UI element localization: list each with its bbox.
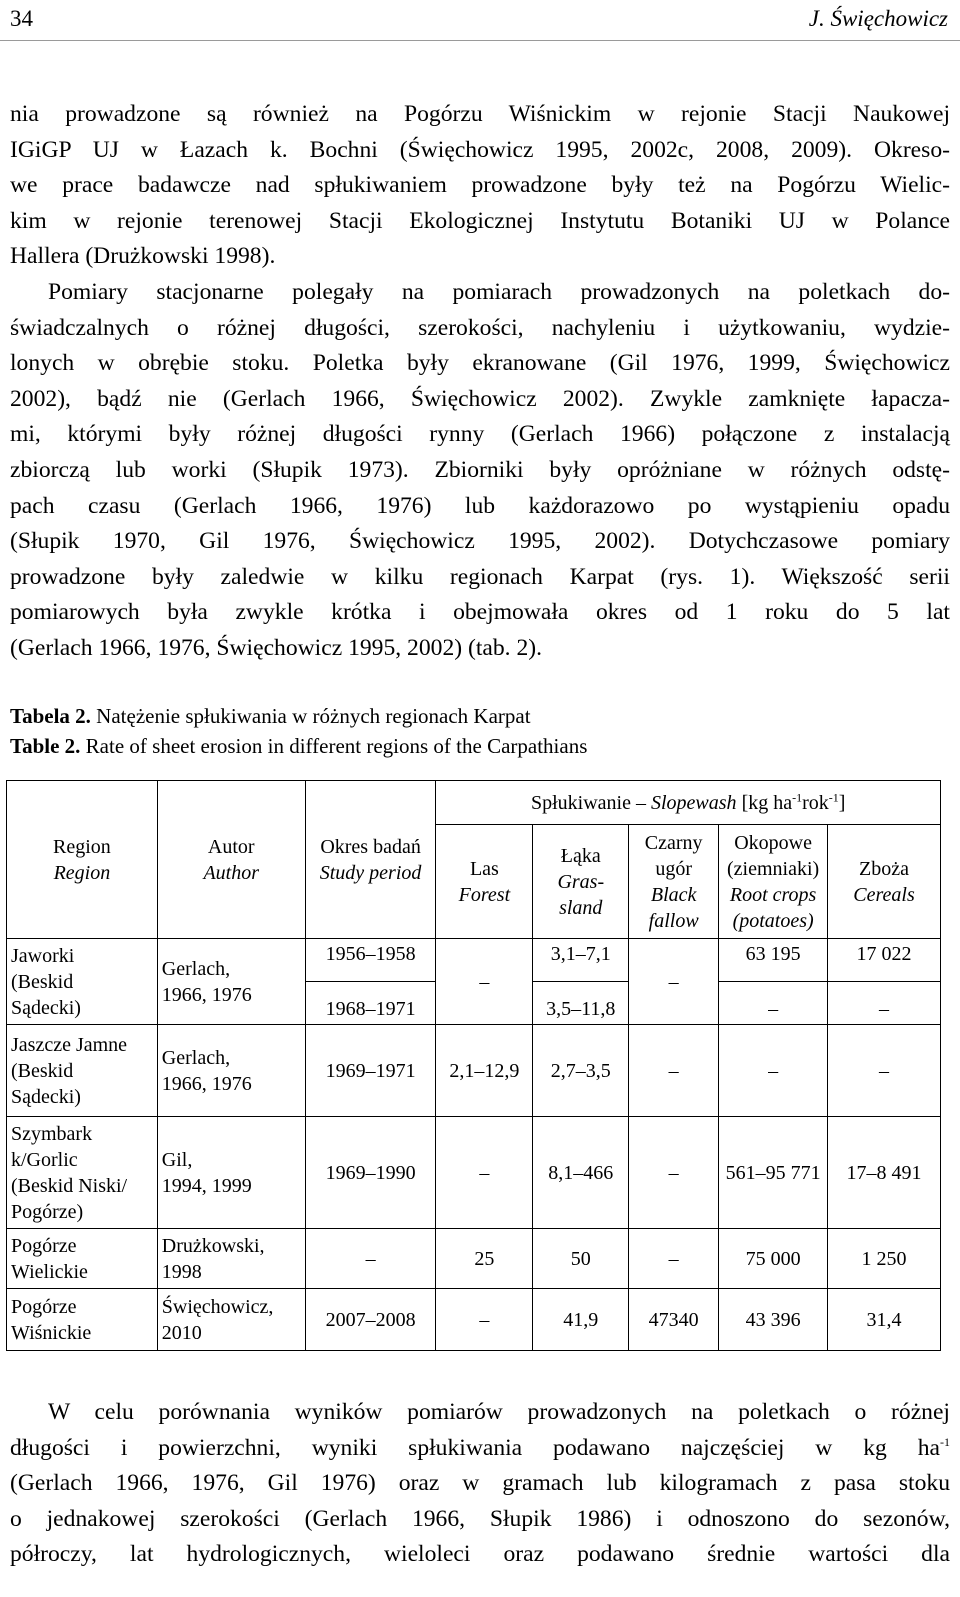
text-line: prowadzone były zaledwie w kilku regionach Karpat (rys. 1). Większość serii — [10, 563, 950, 590]
cell-root-crops: – — [719, 982, 828, 1025]
header-text: (ziemniaki) — [727, 857, 820, 880]
cell-line: Gil, — [161, 1148, 193, 1171]
cell-period: 1968–1971 — [305, 982, 436, 1025]
running-header — [0, 0, 960, 41]
cell-line: Sądecki) — [11, 1085, 81, 1108]
table-row — [7, 1117, 941, 1229]
cell-region — [7, 1229, 158, 1289]
cell-fallow: – — [629, 1117, 719, 1229]
cell-root-crops: 43 396 — [719, 1289, 828, 1351]
caption-label-pl: Tabela 2. — [10, 704, 91, 728]
cell-line: Święchowicz, — [161, 1295, 274, 1318]
cell-cereals: – — [828, 982, 941, 1025]
header-text: Czarny — [644, 831, 703, 854]
text-run: długości i powierzchni, wyniki spłukiwania podawano najczęściej w kg ha — [10, 1434, 940, 1461]
cell-root-crops: 75 000 — [719, 1229, 828, 1289]
cell-forest: 2,1–12,9 — [436, 1025, 533, 1117]
text-line: Pomiary stacjonarne polegały na pomiarach prowadzonych na poletkach do- — [48, 278, 950, 305]
text-line: półroczy, lat hydrologicznych, wieloleci oraz podawano średnie wartości dla — [10, 1541, 950, 1568]
header-text-en: Cereals — [853, 883, 915, 906]
cell-line: Pogórze — [11, 1234, 77, 1257]
column-header-fallow — [629, 825, 719, 939]
unit-superscript: -1 — [940, 1434, 950, 1449]
text-line: pomiarowych była zwykle krótka i obejmowała okres od 1 roku do 5 lat — [10, 599, 950, 626]
cell-period: – — [305, 1229, 436, 1289]
erosion-rate-table — [6, 780, 941, 1351]
cell-line: Wielickie — [11, 1260, 88, 1283]
cell-line: 1998 — [161, 1260, 202, 1283]
text-line: (Słupik 1970, Gil 1976, Święchowicz 1995, 2002). Dotychczasowe pomiary — [10, 528, 950, 555]
cell-fallow: – — [629, 939, 719, 1025]
unit-text: [kg ha — [736, 791, 793, 814]
paragraph-top — [10, 97, 950, 667]
cell-meadow: 3,1–7,1 — [533, 939, 629, 982]
cell-line: 1994, 1999 — [161, 1174, 252, 1197]
cell-line: Sądecki) — [11, 996, 81, 1019]
cell-line: 1966, 1976 — [161, 983, 252, 1006]
cell-region — [7, 1117, 158, 1229]
cell-forest: – — [436, 1289, 533, 1351]
column-header-forest — [436, 825, 533, 939]
cell-root-crops: – — [719, 1025, 828, 1117]
header-text-en: fallow — [648, 909, 699, 932]
caption-text-pl: Natężenie spłukiwania w różnych regionach Karpat — [90, 704, 531, 728]
text-line: zbiorczą lub worki (Słupik 1973). Zbiorniki były opróżniane w różnych odstę- — [10, 456, 950, 483]
column-header-root-crops — [719, 825, 828, 939]
cell-period: 1969–1971 — [305, 1025, 436, 1117]
cell-line: Pogórze) — [11, 1200, 84, 1223]
cell-line: 2010 — [161, 1321, 202, 1344]
cell-line: Jaszcze Jamne — [11, 1033, 128, 1056]
unit-superscript: -1 — [792, 789, 803, 804]
column-header-meadow — [533, 825, 629, 939]
column-header-author — [157, 781, 305, 939]
cell-line: k/Gorlic — [11, 1148, 78, 1171]
caption-text-en: Rate of sheet erosion in different regions of the Carpathians — [80, 734, 588, 758]
cell-meadow: 41,9 — [533, 1289, 629, 1351]
cell-cereals: – — [828, 1025, 941, 1117]
text-line — [10, 1431, 950, 1467]
cell-line: Jaworki — [11, 944, 75, 967]
cell-line: Gerlach, — [161, 957, 231, 980]
cell-forest: – — [436, 939, 533, 1025]
text-line: pach czasu (Gerlach 1966, 1976) lub każdorazowo po wystąpieniu opadu — [10, 492, 950, 519]
text-line: we prace badawcze nad spłukiwaniem prowadzone były też na Pogórzu Wielic- — [10, 172, 950, 199]
text-line: kim w rejonie terenowej Stacji Ekologicznej Instytutu Botaniki UJ w Polance — [10, 207, 950, 234]
header-text-en: Root crops — [729, 883, 817, 906]
header-text: Region — [53, 835, 111, 858]
unit-text: rok — [802, 791, 829, 814]
running-author: J. Święchowicz — [808, 6, 948, 31]
header-text: Zboża — [859, 857, 910, 880]
page-number: 34 — [10, 6, 33, 31]
header-text-en: Black — [650, 883, 697, 906]
table-row — [7, 1025, 941, 1117]
cell-line: Wiśnickie — [11, 1321, 92, 1344]
cell-meadow: 3,5–11,8 — [533, 982, 629, 1025]
cell-author — [157, 1289, 305, 1351]
cell-meadow: 50 — [533, 1229, 629, 1289]
text-line: W celu porównania wyników pomiarów prowadzonych na poletkach o różnej — [48, 1399, 950, 1425]
cell-fallow: 47340 — [629, 1289, 719, 1351]
unit-superscript: -1 — [828, 789, 839, 804]
text-line: (Gerlach 1966, 1976, Gil 1976) oraz w gramach lub kilogramach z pasa stoku — [10, 1470, 950, 1497]
cell-author — [157, 1229, 305, 1289]
cell-meadow: 2,7–3,5 — [533, 1025, 629, 1117]
cell-fallow: – — [629, 1025, 719, 1117]
header-text-en: sland — [559, 896, 603, 919]
header-dash: – — [631, 791, 651, 814]
text-line: 2002), bądź nie (Gerlach 1966, Święchowicz 2002). Zwykle zamknięte łapacza- — [10, 385, 950, 412]
header-text-en: (potatoes) — [732, 909, 814, 932]
cell-period: 2007–2008 — [305, 1289, 436, 1351]
table-row — [7, 1289, 941, 1351]
cell-author — [157, 1117, 305, 1229]
cell-cereals: 17 022 — [828, 939, 941, 982]
header-text-en: Gras- — [557, 870, 605, 893]
cell-region — [7, 1025, 158, 1117]
header-text: Okres badań — [320, 835, 421, 858]
unit-text: ] — [838, 791, 846, 814]
header-text-en: Region — [53, 861, 111, 884]
cell-cereals: 1 250 — [828, 1229, 941, 1289]
header-text: Autor — [207, 835, 255, 858]
header-text-en: Author — [203, 861, 260, 884]
cell-forest: 25 — [436, 1229, 533, 1289]
text-line: nia prowadzone są również na Pogórzu Wiśnickim w rejonie Stacji Naukowej — [10, 101, 950, 127]
header-text: Las — [469, 857, 499, 880]
cell-line: 1966, 1976 — [161, 1072, 252, 1095]
text-line: IGiGP UJ w Łazach k. Bochni (Święchowicz 1995, 2002c, 2008, 2009). Okreso- — [10, 136, 950, 163]
cell-line: Szymbark — [11, 1122, 93, 1145]
cell-line: (Beskid Niski/ — [11, 1174, 128, 1197]
cell-period: 1956–1958 — [305, 939, 436, 982]
cell-line: (Beskid — [11, 1059, 74, 1082]
header-text: Łąka — [560, 844, 601, 867]
cell-cereals: 31,4 — [828, 1289, 941, 1351]
cell-meadow: 8,1–466 — [533, 1117, 629, 1229]
cell-period: 1969–1990 — [305, 1117, 436, 1229]
table-caption-en — [10, 731, 587, 761]
column-header-period — [305, 781, 436, 939]
table-row — [7, 939, 941, 982]
cell-fallow: – — [629, 1229, 719, 1289]
header-text: Okopowe — [734, 831, 812, 854]
cell-line: Pogórze — [11, 1295, 77, 1318]
header-text: Spłukiwanie — [531, 791, 631, 814]
table-row — [7, 1229, 941, 1289]
cell-cereals: 17–8 491 — [828, 1117, 941, 1229]
column-header-region — [7, 781, 158, 939]
cell-root-crops: 63 195 — [719, 939, 828, 982]
cell-line: Gerlach, — [161, 1046, 231, 1069]
header-text: ugór — [655, 857, 692, 880]
cell-root-crops: 561–95 771 — [719, 1117, 828, 1229]
header-text-en: Forest — [458, 883, 511, 906]
text-line: (Gerlach 1966, 1976, Święchowicz 1995, 2002) (tab. 2). — [10, 634, 543, 661]
text-line: Hallera (Drużkowski 1998). — [10, 243, 276, 270]
table-caption-pl — [10, 701, 531, 731]
text-line: lonych w obrębie stoku. Poletka były ekranowane (Gil 1976, 1999, Święchowicz — [10, 350, 950, 377]
cell-region — [7, 1289, 158, 1351]
cell-line: (Beskid — [11, 970, 74, 993]
paragraph-bottom — [10, 1395, 950, 1573]
column-header-slopewash — [436, 781, 941, 825]
cell-forest: – — [436, 1117, 533, 1229]
header-text-en: Slopewash — [651, 791, 737, 814]
cell-region — [7, 939, 158, 1025]
caption-label-en: Table 2. — [10, 734, 81, 758]
text-line: świadczalnych o różnej długości, szerokości, nachyleniu i użytkowaniu, wydzie- — [10, 314, 950, 341]
column-header-cereals — [828, 825, 941, 939]
cell-line: Drużkowski, — [161, 1234, 265, 1257]
cell-author — [157, 939, 305, 1025]
table-header-row — [7, 781, 941, 825]
header-text-en: Study period — [319, 861, 422, 884]
cell-author — [157, 1025, 305, 1117]
text-line: o jednakowej szerokości (Gerlach 1966, Słupik 1986) i odnoszono do sezonów, — [10, 1505, 950, 1532]
text-line: mi, którymi były różnej długości rynny (Gerlach 1966) połączone z instalacją — [10, 421, 950, 448]
